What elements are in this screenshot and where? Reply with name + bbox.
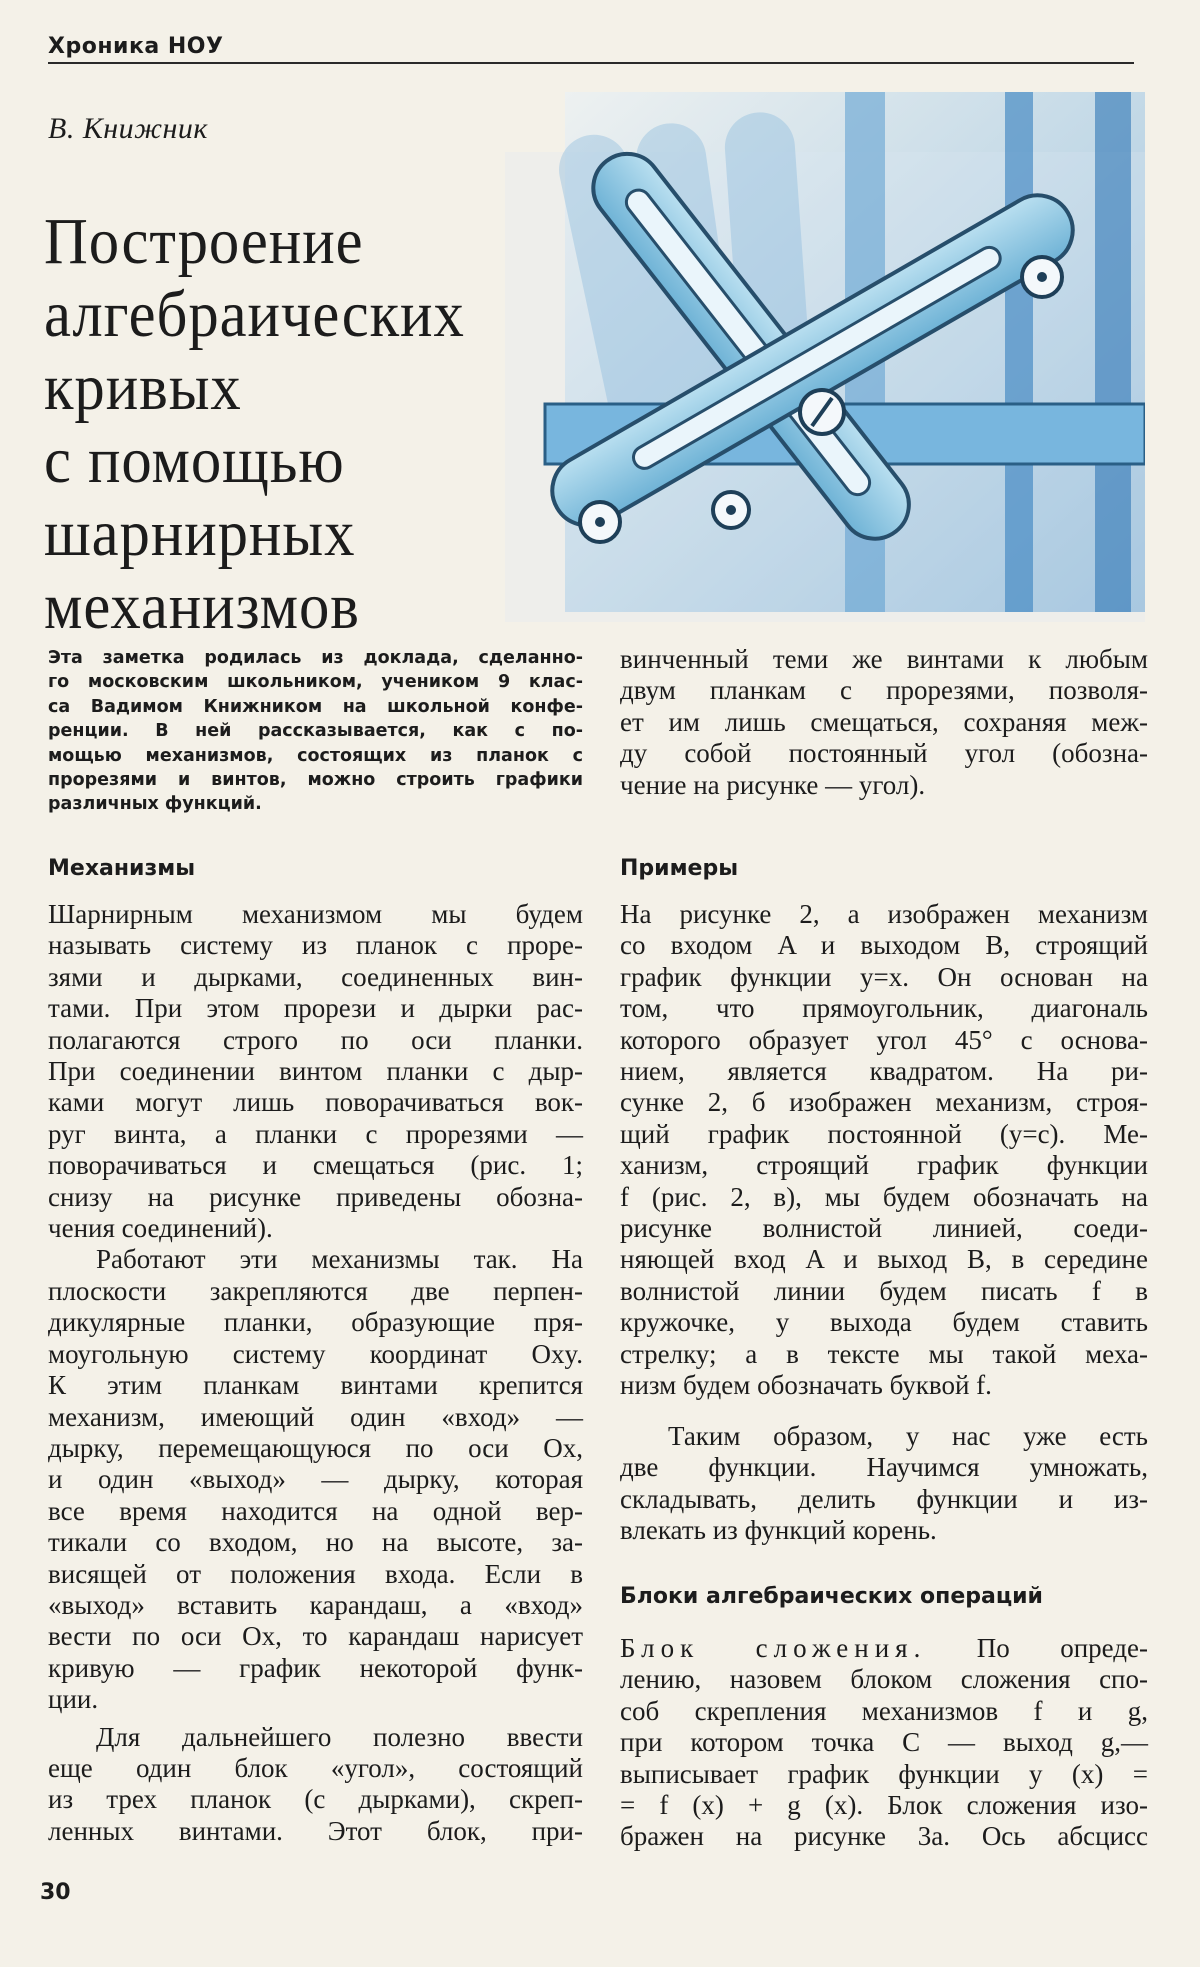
page-number: 30 [40, 1880, 71, 1905]
text-line: складывать, делить функции и из- [620, 1483, 1148, 1514]
intro-line: ренции. В ней рассказывается, как с по- [48, 721, 583, 742]
text-line: выписывает график функции y (x) = [620, 1758, 1148, 1789]
text-line: зями и дырками, соединенных вин- [48, 961, 583, 992]
text-line: плоскости закрепляются две перпен- [48, 1275, 583, 1306]
term-addition-block: Блок сложения. [620, 1633, 927, 1663]
text-line: ками могут лишь поворачиваться вок- [48, 1087, 583, 1118]
text-line: ду собой постоянный угол (обозна- [620, 738, 1148, 769]
text-line: и один «выход» — дырку, которая [48, 1464, 583, 1495]
text-line: «выход» вставить карандаш, а «вход» [48, 1589, 583, 1620]
paragraph-blocks [620, 1633, 1148, 1853]
text-line: рисунке волнистой линией, соеди- [620, 1213, 1148, 1244]
paragraph-examples-2 [620, 1421, 1148, 1547]
intro-line: са Вадимом Книжником на школьной конфе- [48, 696, 583, 717]
text-line: щий график постоянной (y=c). Ме- [620, 1118, 1148, 1149]
text-line: дикулярные планки, образующие пря- [48, 1307, 583, 1338]
text-line: том, что прямоугольник, диагональ [620, 993, 1148, 1024]
heading-mechanisms: Механизмы [48, 856, 196, 881]
text-line: тикали со входом, но на высоте, за- [48, 1527, 583, 1558]
section-header: Хроника НОУ [48, 34, 224, 59]
text-line: бражен на рисунке 3а. Ось абсцисс [620, 1821, 1148, 1852]
text-line: называть систему из планок с проре- [48, 930, 583, 961]
title-line: механизмов [44, 570, 360, 643]
text-line: вести по оси Ox, то карандаш нарисует [48, 1621, 583, 1652]
text-line: дырку, перемещающуюся по оси Ox, [48, 1432, 583, 1463]
paragraph-mechanisms-2 [48, 1244, 583, 1715]
text-line: при котором точка C — выход g,— [620, 1727, 1148, 1758]
title-line: с помощью [44, 424, 345, 497]
text-line: полагаются строго по оси планки. [48, 1024, 583, 1055]
intro-line: прорезями и винтов, можно строить графики [48, 770, 583, 791]
text-line: няющей вход A и выход B, в середине [620, 1244, 1148, 1275]
text-line: Работают эти механизмы так. На [96, 1244, 583, 1275]
text-line: Шарнирным механизмом мы будем [48, 899, 583, 929]
text-line: механизм, имеющий один «вход» — [48, 1401, 583, 1432]
text-line: из трех планок (с дырками), скреп- [48, 1784, 583, 1815]
text-line: ет им лишь смещаться, сохраняя меж- [620, 706, 1148, 737]
text-line [620, 1633, 1148, 1664]
text-line: ханизм, строящий график функции [620, 1150, 1148, 1181]
text-line: две функции. Научимся умножать, [620, 1452, 1148, 1483]
text-line: ции. [48, 1684, 99, 1715]
text-line: кривую — график некоторой функ- [48, 1652, 583, 1683]
text-line: волнистой линии будем писать f в [620, 1275, 1148, 1306]
text-line: поворачиваться и смещаться (рис. 1; [48, 1150, 583, 1181]
header-rule [48, 62, 1134, 64]
text-line: ленных винтами. Этот блок, при- [48, 1815, 583, 1846]
title-line: шарнирных [44, 497, 356, 570]
text-line: график функции y=x. Он основан на [620, 961, 1148, 992]
text-line: кружочке, у выхода будем ставить [620, 1307, 1148, 1338]
heading-blocks: Блоки алгебраических операций [620, 1584, 1043, 1609]
heading-examples: Примеры [620, 856, 739, 881]
left-column-text [48, 899, 583, 1847]
text-line: еще один блок «угол», состоящий [48, 1752, 583, 1783]
intro-abstract [48, 646, 583, 817]
text-line: двум планкам с прорезями, позволя- [620, 675, 1148, 706]
title-line: кривых [44, 351, 242, 424]
text-line: f (рис. 2, в), мы будем обозначать на [620, 1181, 1148, 1212]
text-line: которого образует угол 45° с основа- [620, 1024, 1148, 1055]
author: В. Книжник [48, 112, 208, 145]
right-column-continuation [620, 644, 1148, 801]
text-line: Таким образом, у нас уже есть [668, 1421, 1148, 1451]
text-line: влекать из функций корень. [620, 1515, 937, 1546]
intro-line: Эта заметка родилась из доклада, сделанно- [48, 648, 583, 668]
title-line: алгебраических [44, 278, 465, 351]
text-line: На рисунке 2, а изображен механизм [620, 899, 1148, 929]
text-line: низм будем обозначать буквой f. [620, 1370, 992, 1401]
text-line: Для дальнейшего полезно ввести [96, 1721, 583, 1752]
title-line: Построение [44, 205, 364, 278]
text-line: висящей от положения входа. Если в [48, 1558, 583, 1589]
text-line: винченный теми же винтами к любым [620, 644, 1148, 674]
intro-line: различных функций. [48, 794, 262, 815]
text-line: сунке 2, б изображен механизм, строя- [620, 1087, 1148, 1118]
text-line: снизу на рисунке приведены обозна- [48, 1181, 583, 1212]
text-line: со входом A и выходом B, строящий [620, 930, 1148, 961]
text-line: = f (x) + g (x). Блок сложения изо- [620, 1790, 1148, 1821]
text-line: При соединении винтом планки с дыр- [48, 1056, 583, 1087]
text-line: чения соединений). [48, 1213, 273, 1244]
text-line: стрелку; а в тексте мы такой меха- [620, 1338, 1148, 1369]
text-line: нием, является квадратом. На ри- [620, 1056, 1148, 1087]
mechanism-illustration [505, 92, 1145, 652]
article-title [44, 205, 504, 643]
intro-line: мощью механизмов, состоящих из планок с [48, 745, 583, 766]
text-line: К этим планкам винтами крепится [48, 1370, 583, 1401]
text-line: чение на рисунке — угол). [620, 769, 926, 800]
text-line: соб скрепления механизмов f и g, [620, 1695, 1148, 1726]
text-line-rest: По опреде- [976, 1633, 1149, 1663]
paragraph-mechanisms-1 [48, 899, 583, 1244]
text-line: лению, назовем блоком сложения спо- [620, 1664, 1148, 1695]
text-line: тами. При этом прорези и дырки рас- [48, 993, 583, 1024]
text-line: все время находится на одной вер- [48, 1495, 583, 1526]
paragraph-examples-1 [620, 899, 1148, 1402]
paragraph-mechanisms-3 [48, 1722, 583, 1848]
text-line: моугольную систему координат Oxy. [48, 1338, 583, 1369]
intro-line: го московским школьником, учеником 9 клас- [48, 672, 583, 693]
text-line: руг винта, а планки с прорезями — [48, 1118, 583, 1149]
